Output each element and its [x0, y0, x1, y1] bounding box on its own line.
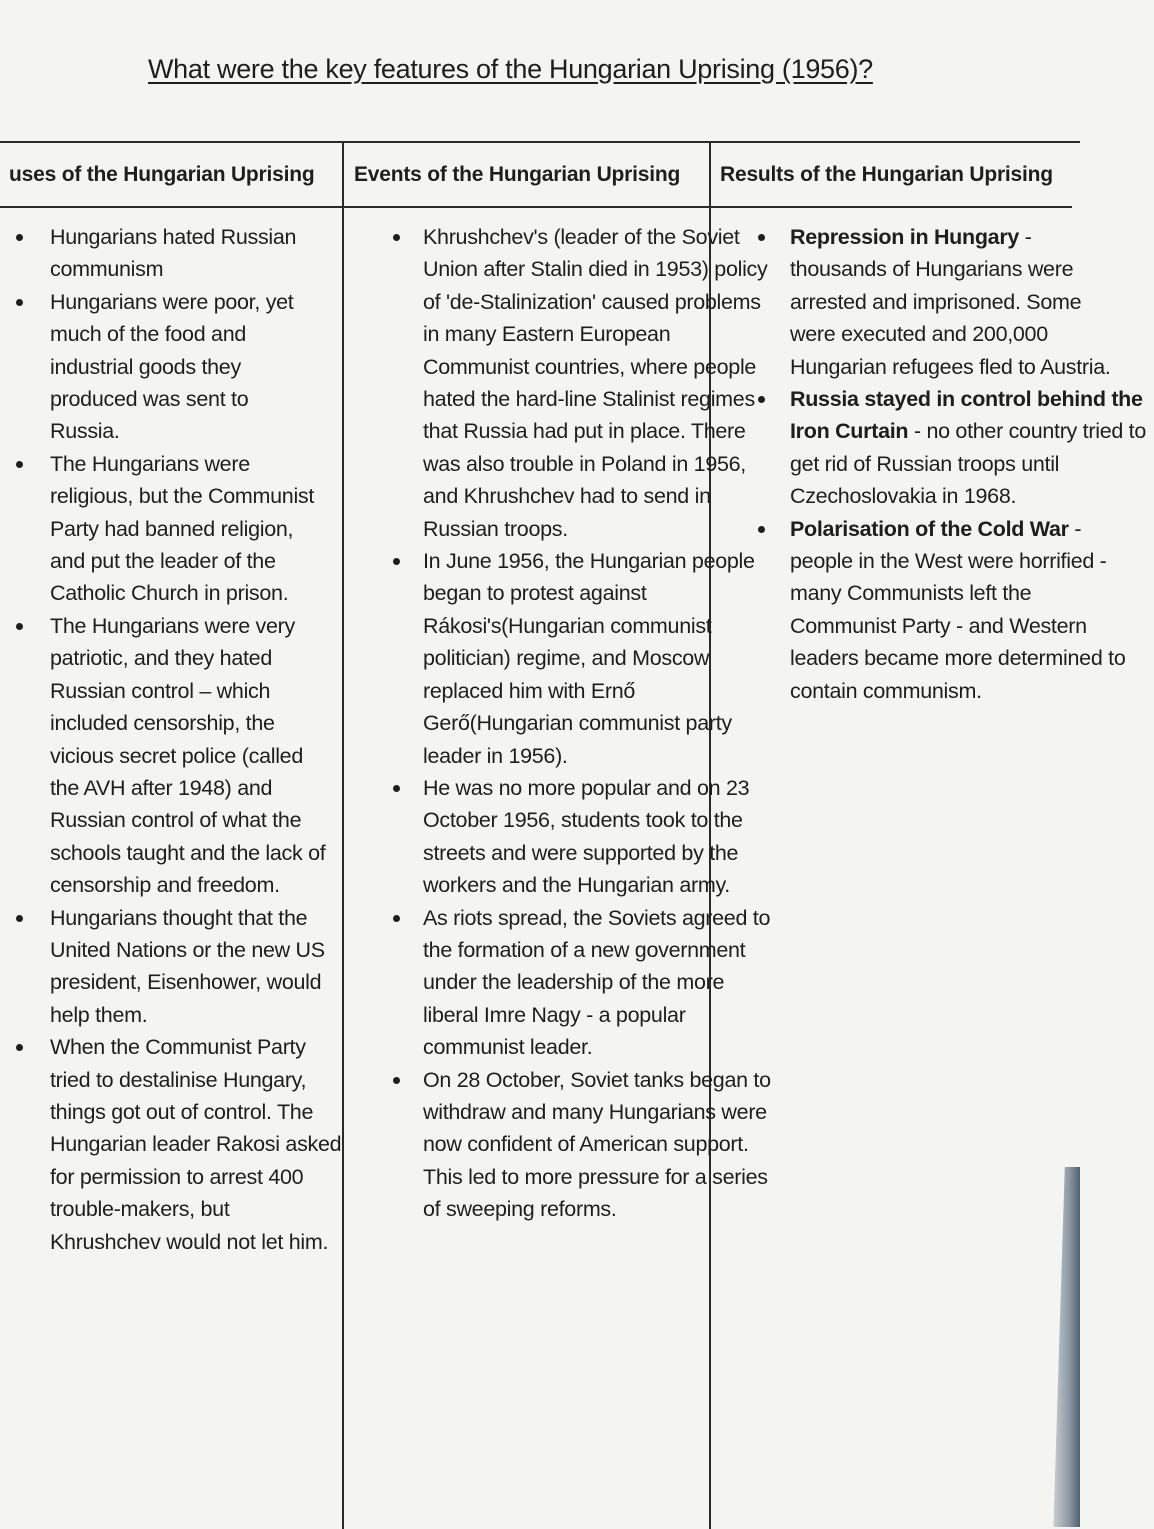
list-item: Hungarians hated Russian communism	[0, 221, 310, 286]
bullet-icon	[758, 526, 765, 533]
events-column	[345, 221, 771, 1226]
bullet-icon	[758, 234, 765, 241]
causes-header: uses of the Hungarian Uprising	[9, 163, 315, 186]
list-item: Hungarians thought that the United Nations or the new US president, Eisenhower, would help them.	[0, 902, 335, 1032]
bullet-icon	[16, 623, 23, 630]
list-item: In June 1956, the Hungarian people began to protest against Rákosi's(Hungarian communist politician) regime, and Moscow replaced him with Ernő Gerő(Hungarian communist party leader in 1956).	[345, 545, 778, 772]
causes-column	[0, 221, 342, 1258]
list-item: Repression in Hungary - thousands of Hungarians were arrested and imprisoned. Some were executed and 200,000 Hungarian refugees fled to Austria.	[716, 221, 1120, 383]
bullet-icon	[16, 461, 23, 468]
bullet-icon	[393, 234, 400, 241]
list-item: He was no more popular and on 23 October 1956, students took to the streets and were supported by the workers and the Hungarian army.	[345, 772, 778, 902]
list-item: When the Communist Party tried to destalinise Hungary, things got out of control. The Hungarian leader Rakosi asked for permission to arrest 400 trouble-makers, but Khrushchev would not let him.	[0, 1031, 342, 1258]
bullet-icon	[16, 234, 23, 241]
column-divider	[342, 143, 344, 1529]
list-item: Khrushchev's (leader of the Soviet Union after Stalin died in 1953) policy of 'de-Stalinization' caused problems in many Eastern European Communist countries, where people hated the hard-line Stalinist regimes that Russia had put in place. There was also trouble in Poland in 1956, and Khrushchev had to send in Russian troops.	[345, 221, 773, 545]
bullet-icon	[393, 1077, 400, 1084]
list-item: The Hungarians were religious, but the Communist Party had banned religion, and put the leader of the Catholic Church in prison.	[0, 448, 330, 610]
bullet-icon	[758, 396, 765, 403]
page-title: What were the key features of the Hungarian Uprising (1956)?	[148, 54, 873, 84]
list-item: Hungarians were poor, yet much of the food and industrial goods they produced was sent to Russia.	[0, 286, 320, 448]
bullet-icon	[393, 915, 400, 922]
list-item: As riots spread, the Soviets agreed to the formation of a new government under the leadership of the more liberal Imre Nagy - a popular communist leader.	[345, 902, 778, 1064]
header-divider	[0, 206, 1072, 208]
list-item: Russia stayed in control behind the Iron Curtain - no other country tried to get rid of Russian troops until Czechoslovakia in 1968.	[716, 383, 1154, 513]
list-item: Polarisation of the Cold War - people in the West were horrified - many Communists left the Communist Party - and Western leaders became more determined to contain communism.	[716, 513, 1140, 707]
bullet-icon	[16, 915, 23, 922]
list-item: On 28 October, Soviet tanks began to withdraw and many Hungarians were now confident of American support. This led to more pressure for a series of sweeping reforms.	[345, 1064, 778, 1226]
list-item: The Hungarians were very patriotic, and they hated Russian control – which included censorship, the vicious secret police (called the AVH after 1948) and Russian control of what the schools taught and the lack of censorship and freedom.	[0, 610, 335, 902]
features-table	[0, 141, 1147, 1529]
bullet-icon	[393, 558, 400, 565]
bullet-icon	[393, 785, 400, 792]
bullet-icon	[16, 299, 23, 306]
bullet-icon	[16, 1044, 23, 1051]
events-header: Events of the Hungarian Uprising	[354, 163, 681, 186]
results-header: Results of the Hungarian Uprising	[720, 163, 1053, 186]
results-column	[716, 221, 1147, 707]
